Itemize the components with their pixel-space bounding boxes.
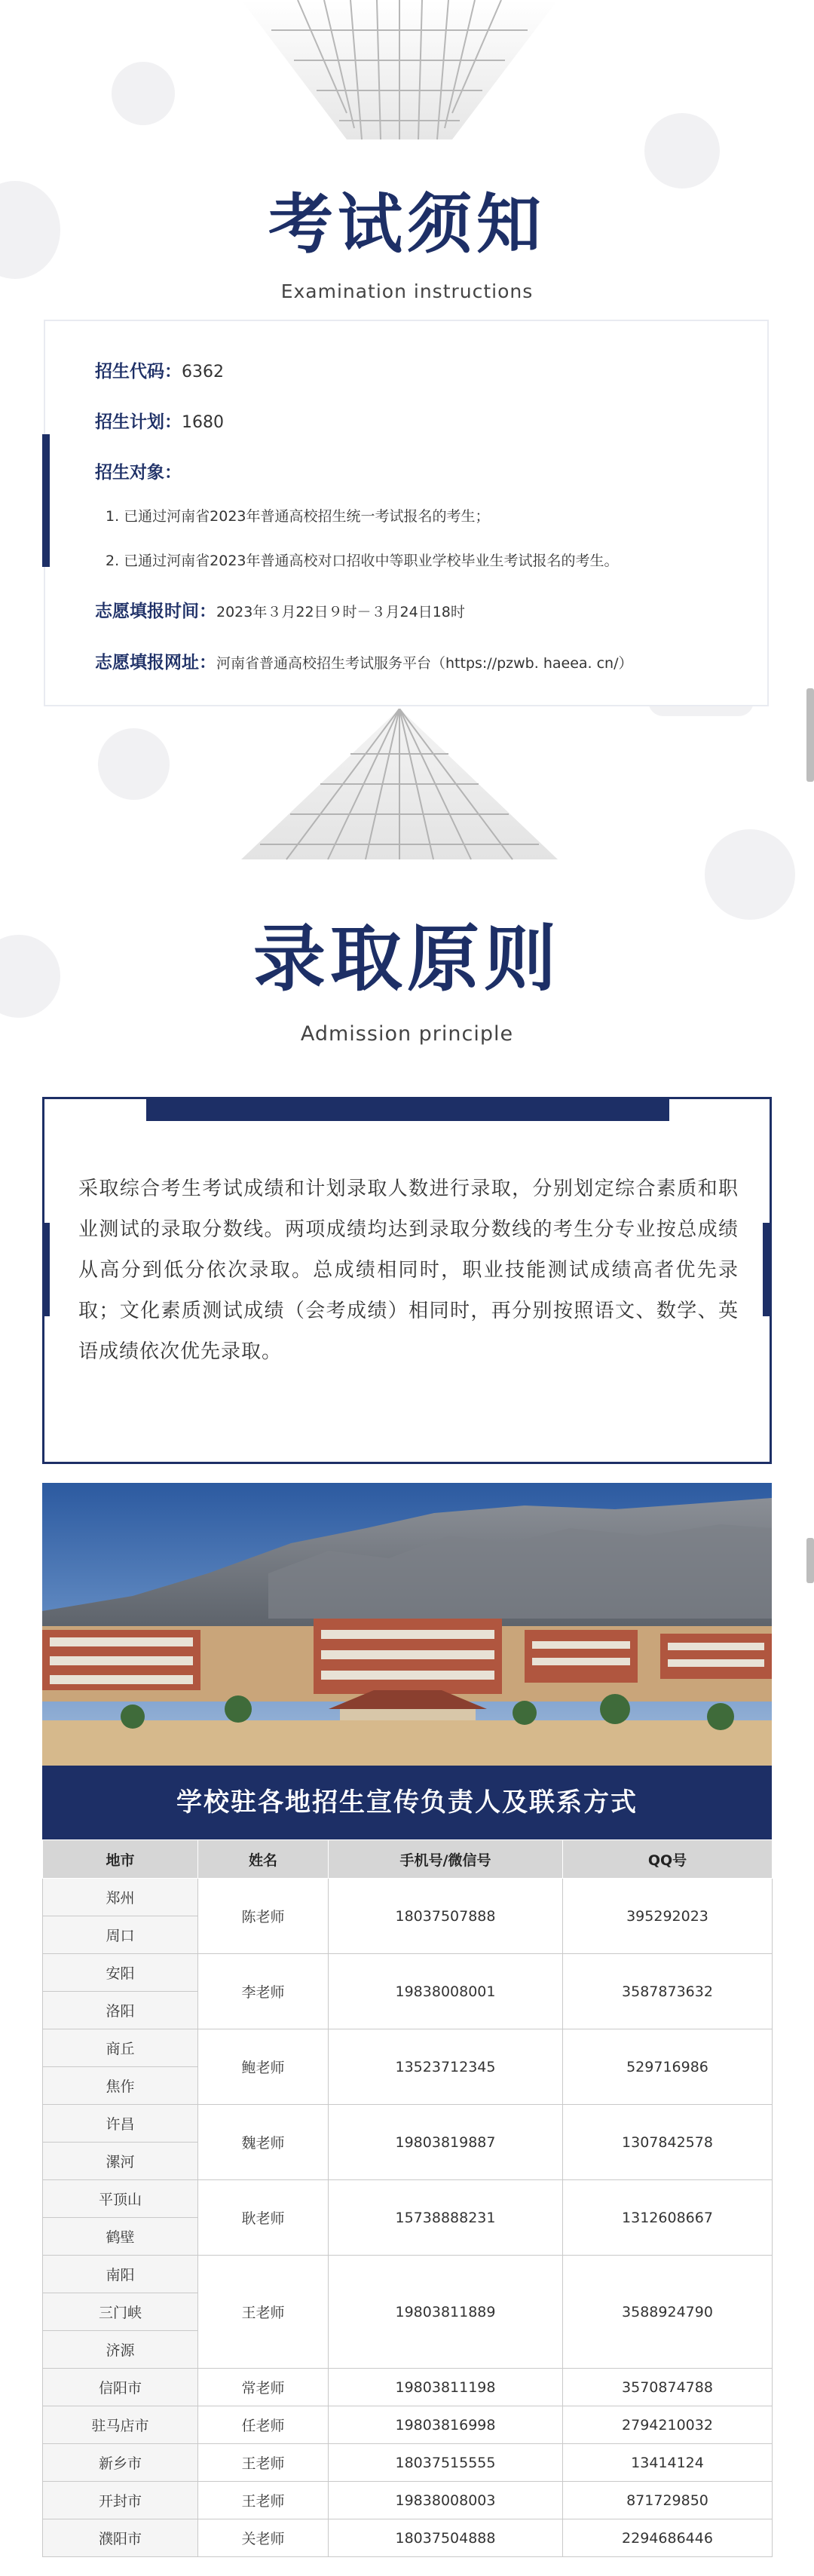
enroll-plan-row — [95, 408, 224, 433]
qq-cell: 1307842578 — [563, 2105, 773, 2180]
city-cell: 焦作 — [43, 2067, 198, 2105]
name-cell: 李老师 — [198, 1954, 329, 2029]
principle-right-bar — [763, 1223, 772, 1316]
phone-cell[interactable]: 18037507888 — [329, 1879, 563, 1954]
column-header-qq: QQ号 — [563, 1840, 773, 1879]
city-cell: 洛阳 — [43, 1992, 198, 2029]
city-cell: 濮阳市 — [43, 2519, 198, 2557]
phone-cell[interactable]: 19803819887 — [329, 2105, 563, 2180]
city-cell: 郑州 — [43, 1879, 198, 1916]
notice-title: 考试须知 — [268, 186, 546, 262]
apply-site-label: 志愿填报网址： — [95, 653, 216, 672]
building-illustration — [226, 0, 573, 143]
scrollbar-thumb[interactable] — [806, 1538, 814, 1583]
qq-cell: 3588924790 — [563, 2256, 773, 2369]
qq-cell: 529716986 — [563, 2029, 773, 2105]
enroll-code-row — [95, 357, 224, 382]
enroll-target-row — [95, 458, 182, 483]
name-cell: 王老师 — [198, 2256, 329, 2369]
city-cell: 许昌 — [43, 2105, 198, 2143]
name-cell: 常老师 — [198, 2369, 329, 2406]
phone-cell[interactable]: 19838008001 — [329, 1954, 563, 2029]
enroll-plan-label: 招生计划： — [95, 412, 182, 432]
principle-text: 采取综合考生考试成绩和计划录取人数进行录取，分别划定综合素质和职业测试的录取分数线。两项成绩均达到录取分数线的考生分专业按总成绩从高分到低分依次录取。总成绩相同时，职业技能测试成绩高者优先录取；文化素质测试成绩（会考成绩）相同时，再分别按照语文、数学、英语成绩依次优先录取。 — [78, 1178, 739, 1363]
table-row — [43, 2406, 773, 2444]
city-cell: 漯河 — [43, 2143, 198, 2180]
qq-cell: 3587873632 — [563, 1954, 773, 2029]
table-row — [43, 2105, 773, 2143]
apply-site-link[interactable]: 河南省普通高校招生考试服务平台（https://pzwb. haeea. cn/） — [216, 655, 633, 672]
column-header-name: 姓名 — [198, 1840, 329, 1879]
apply-time-row — [95, 597, 465, 622]
notice-subtitle: Examination instructions — [280, 280, 534, 302]
city-cell: 驻马店市 — [43, 2406, 198, 2444]
city-cell: 安阳 — [43, 1954, 198, 1992]
city-cell: 信阳市 — [43, 2369, 198, 2406]
city-cell: 周口 — [43, 1916, 198, 1954]
apply-site-row — [95, 648, 633, 673]
enroll-code-label: 招生代码： — [95, 362, 182, 381]
phone-cell[interactable]: 19803811198 — [329, 2369, 563, 2406]
column-header-city: 地市 — [43, 1840, 198, 1879]
name-cell: 魏老师 — [198, 2105, 329, 2180]
principle-title: 录取原则 — [253, 916, 561, 1001]
table-row — [43, 1954, 773, 1992]
decor-circle — [112, 62, 175, 125]
principle-subtitle: Admission principle — [300, 1022, 514, 1046]
decor-circle — [98, 728, 170, 800]
city-cell: 新乡市 — [43, 2444, 198, 2482]
building-illustration — [226, 709, 573, 863]
enroll-target-label: 招生对象： — [95, 463, 182, 482]
qq-cell: 1312608667 — [563, 2180, 773, 2256]
qq-cell: 2294686446 — [563, 2519, 773, 2557]
city-cell: 鹤壁 — [43, 2218, 198, 2256]
phone-cell[interactable]: 19838008003 — [329, 2482, 563, 2519]
phone-cell[interactable]: 19803811889 — [329, 2256, 563, 2369]
table-header-row — [43, 1840, 773, 1879]
table-row — [43, 2369, 773, 2406]
city-cell: 平顶山 — [43, 2180, 198, 2218]
phone-cell[interactable]: 19803816998 — [329, 2406, 563, 2444]
contacts-table — [42, 1839, 773, 2557]
city-cell: 三门峡 — [43, 2293, 198, 2331]
phone-cell[interactable]: 15738888231 — [329, 2180, 563, 2256]
name-cell: 鲍老师 — [198, 2029, 329, 2105]
phone-cell[interactable]: 13523712345 — [329, 2029, 563, 2105]
phone-cell[interactable]: 18037504888 — [329, 2519, 563, 2557]
campus-photo — [42, 1483, 772, 1766]
enroll-plan-value: 1680 — [182, 413, 224, 432]
table-row — [43, 2444, 773, 2482]
name-cell: 耿老师 — [198, 2180, 329, 2256]
table-row — [43, 2180, 773, 2218]
target-item: 2. 已通过河南省2023年普通高校对口招收中等职业学校毕业生考试报名的考生。 — [106, 553, 619, 569]
name-cell: 王老师 — [198, 2482, 329, 2519]
table-row — [43, 2482, 773, 2519]
column-header-phone: 手机号/微信号 — [329, 1840, 563, 1879]
apply-time-value: 2023年３月22日９时－３月24日18时 — [216, 604, 465, 620]
city-cell: 南阳 — [43, 2256, 198, 2293]
name-cell: 王老师 — [198, 2444, 329, 2482]
scrollbar-thumb[interactable] — [806, 688, 814, 782]
qq-cell: 395292023 — [563, 1879, 773, 1954]
qq-cell: 13414124 — [563, 2444, 773, 2482]
table-row — [43, 1879, 773, 1916]
apply-time-label: 志愿填报时间： — [95, 602, 216, 621]
table-row — [43, 2519, 773, 2557]
table-row — [43, 2256, 773, 2293]
city-cell: 济源 — [43, 2331, 198, 2369]
phone-cell[interactable]: 18037515555 — [329, 2444, 563, 2482]
table-row — [43, 2029, 773, 2067]
name-cell: 任老师 — [198, 2406, 329, 2444]
principle-left-bar — [42, 1223, 50, 1316]
qq-cell: 3570874788 — [563, 2369, 773, 2406]
enroll-code-value: 6362 — [182, 363, 224, 381]
city-cell: 开封市 — [43, 2482, 198, 2519]
name-cell: 关老师 — [198, 2519, 329, 2557]
qq-cell: 871729850 — [563, 2482, 773, 2519]
contacts-banner: 学校驻各地招生宣传负责人及联系方式 — [42, 1766, 772, 1839]
qq-cell: 2794210032 — [563, 2406, 773, 2444]
city-cell: 商丘 — [43, 2029, 198, 2067]
notice-accent-bar — [42, 434, 50, 567]
principle-top-bar — [146, 1097, 669, 1121]
name-cell: 陈老师 — [198, 1879, 329, 1954]
target-item: 1. 已通过河南省2023年普通高校招生统一考试报名的考生； — [106, 508, 490, 525]
